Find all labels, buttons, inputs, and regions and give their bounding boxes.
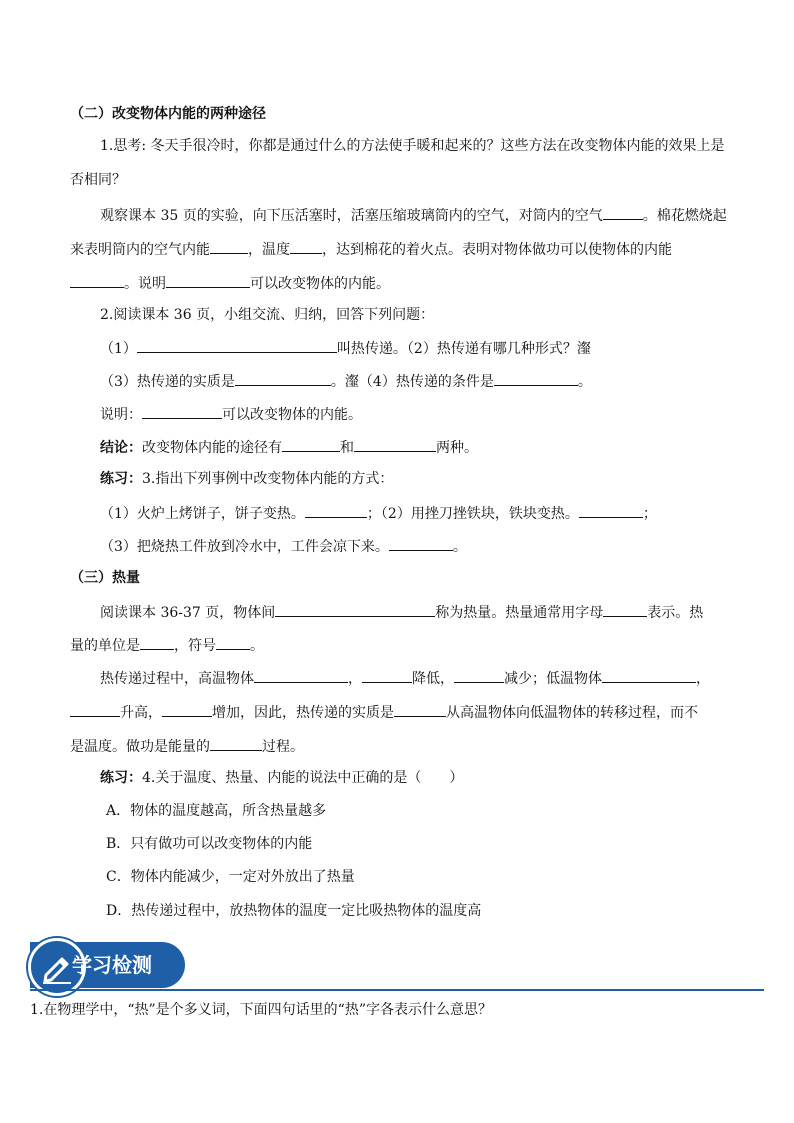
answer-blank[interactable] [394, 701, 446, 717]
answer-blank[interactable] [70, 272, 124, 288]
text: 过程。 [262, 739, 304, 755]
text: （4）热传递的条件是 [358, 374, 494, 390]
conclusion-label: 结论： [100, 440, 142, 456]
text: 。说明 [124, 276, 166, 292]
text: 来表明筒内的空气内能 [70, 242, 210, 258]
question-1-line-2: 否相同？ [70, 172, 126, 188]
answer-blank[interactable] [389, 535, 453, 551]
observation-line-1 [100, 204, 732, 226]
text: （1） [100, 341, 137, 357]
exercise-3-item-3 [100, 535, 732, 557]
text: ； [366, 506, 381, 522]
text: 。 [452, 539, 467, 555]
answer-blank[interactable] [70, 701, 120, 717]
text: 。 [250, 638, 264, 654]
text: 从高温物体向低温物体的转移过程，而不 [446, 705, 698, 721]
section-heading-two-ways: （二）改变物体内能的两种途径 [70, 106, 266, 122]
answer-blank[interactable] [216, 634, 250, 650]
text: 。棉花燃烧起 [642, 208, 727, 224]
text: ，符号 [174, 638, 216, 654]
text: 热传递过程中，高温物体 [100, 671, 254, 687]
text: 减少；低温物体 [504, 671, 602, 687]
text: （2）用挫刀挫铁块，铁块变热。 [380, 506, 579, 522]
check-question-1: 1.在物理学中，“热”是个多义词，下面四句话里的“热”字各表示什么意思？ [30, 1002, 492, 1018]
text: （3）热传递的实质是 [100, 374, 235, 390]
text: 阅读课本 36-37 页，物体间 [100, 605, 276, 621]
stray-glyph: 瀣 [344, 374, 359, 390]
text: （3）把烧热工件放到冷水中，工件会凉下来。 [100, 539, 389, 555]
text: ， [348, 671, 362, 687]
observation-line-2 [70, 238, 732, 260]
observation-line-3 [70, 272, 732, 294]
text: 是温度。做功是能量的 [70, 739, 210, 755]
exercise-4-prompt [100, 768, 732, 788]
text: ； [642, 506, 657, 522]
transfer-line-3 [70, 735, 732, 757]
section-divider [30, 989, 764, 991]
question-2: 2.阅读课本 36 页，小组交流、归纳，回答下列问题： [100, 307, 435, 323]
text: 称为热量。热量通常用字母 [435, 605, 604, 621]
answer-blank[interactable] [579, 502, 643, 518]
text: 说明： [100, 407, 142, 423]
text: 观察课本 35 页的实验，向下压活塞时，活塞压缩玻璃筒内的空气，对筒内的空气 [100, 208, 603, 224]
study-check-title: 学习检测 [72, 953, 152, 977]
answer-blank[interactable] [603, 601, 647, 617]
answer-blank[interactable] [305, 502, 367, 518]
answer-blank[interactable] [210, 238, 248, 254]
answer-blank[interactable] [235, 370, 331, 386]
text: 可以改变物体的内能。 [250, 276, 390, 292]
text: ，温度 [248, 242, 290, 258]
option-d[interactable]: D．热传递过程中，放热物体的温度一定比吸热物体的温度高 [106, 903, 482, 919]
question-2-part-1-2 [100, 337, 732, 359]
question-2-part-3-4 [100, 370, 732, 392]
text: 增加，因此，热传递的实质是 [212, 705, 394, 721]
text: 两种。 [436, 440, 478, 456]
text: 。 [330, 374, 345, 390]
answer-blank[interactable] [454, 667, 504, 683]
option-b[interactable]: B．只有做功可以改变物体的内能 [106, 836, 313, 852]
text: 和 [340, 440, 354, 456]
conclusion-line [100, 436, 732, 458]
answer-blank[interactable] [142, 403, 222, 419]
stray-glyph: 瀣 [576, 341, 591, 357]
answer-blank[interactable] [254, 667, 348, 683]
option-c[interactable]: C．物体内能减少，一定对外放出了热量 [106, 869, 355, 885]
answer-blank[interactable] [210, 735, 262, 751]
transfer-line-2 [70, 701, 732, 723]
transfer-line-1 [100, 667, 732, 689]
exercise-label: 练习： [100, 770, 142, 786]
text: 降低， [412, 671, 454, 687]
answer-blank[interactable] [162, 701, 212, 717]
text: ，达到棉花的着火点。表明对物体做功可以使物体的内能 [322, 242, 672, 258]
answer-blank[interactable] [602, 667, 696, 683]
question-1-line-1: 1.思考: 冬天手很冷时，你都是通过什么的方法使手暖和起来的？这些方法在改变物体内能的效果上是 [100, 138, 725, 154]
section-heading-heat: （三）热量 [70, 570, 140, 586]
text: 。 [577, 374, 592, 390]
answer-blank[interactable] [140, 634, 174, 650]
answer-blank[interactable] [282, 436, 340, 452]
answer-blank[interactable] [494, 370, 578, 386]
text: 升高， [120, 705, 162, 721]
text: 4.关于温度、热量、内能的说法中正确的是（ ） [142, 770, 464, 786]
answer-blank[interactable] [166, 272, 250, 288]
answer-blank[interactable] [603, 204, 643, 220]
exercise-3-items-1-2 [100, 502, 732, 524]
text: 表示。热 [647, 605, 704, 621]
answer-blank[interactable] [275, 601, 435, 617]
exercise-label: 练习： [100, 471, 142, 487]
exercise-3-prompt [100, 469, 732, 489]
note-line [100, 403, 732, 425]
heat-paragraph-line-1 [100, 601, 732, 623]
text: ， [696, 671, 710, 687]
text: 量的单位是 [70, 638, 140, 654]
answer-blank[interactable] [137, 337, 337, 353]
answer-blank[interactable] [354, 436, 436, 452]
text: 改变物体内能的途径有 [142, 440, 282, 456]
text: 可以改变物体的内能。 [222, 407, 362, 423]
heat-paragraph-line-2 [70, 634, 732, 656]
answer-blank[interactable] [290, 238, 322, 254]
answer-blank[interactable] [362, 667, 412, 683]
text: 3.指出下列事例中改变物体内能的方式： [142, 471, 394, 487]
option-a[interactable]: A．物体的温度越高，所含热量越多 [106, 803, 327, 819]
text: （1）火炉上烤饼子，饼子变热。 [100, 506, 305, 522]
text: 叫热传递。（2）热传递有哪几种形式？ [336, 341, 577, 357]
